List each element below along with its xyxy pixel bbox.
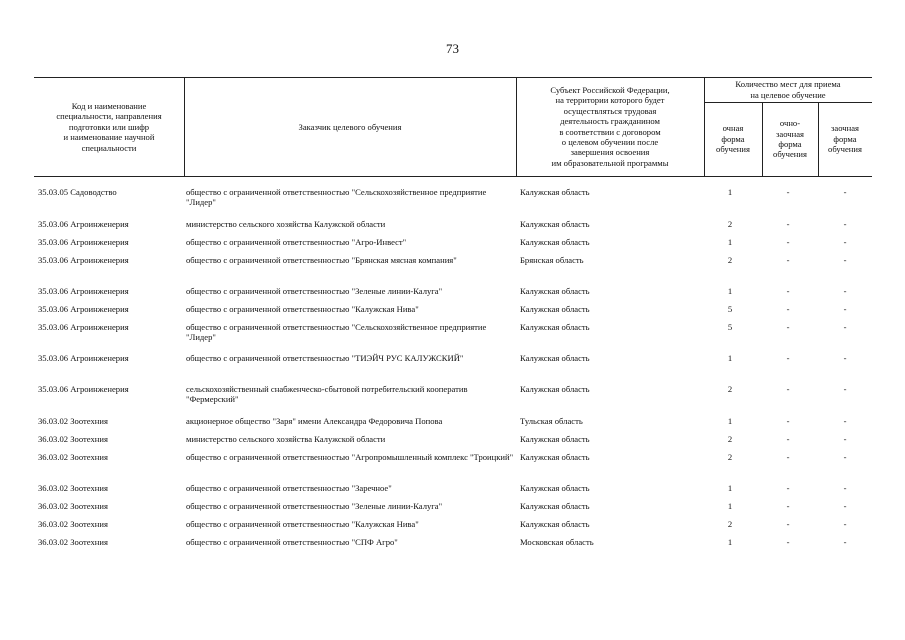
row-fulltime-count: 1 — [727, 237, 733, 247]
row-subject: Брянская область — [520, 255, 584, 265]
row-subject: Калужская область — [520, 483, 590, 493]
row-correspondence-count: - — [843, 483, 847, 493]
row-customer: общество с ограниченной ответственностью "Брянская мясная компания" — [186, 255, 457, 265]
row-fulltime-count: 2 — [727, 434, 733, 444]
row-parttime-count: - — [786, 537, 790, 547]
row-customer: акционерное общество "Заря" имени Александра Федоровича Попова — [186, 416, 443, 426]
row-subject: Калужская область — [520, 353, 590, 363]
row-subject: Калужская область — [520, 219, 590, 229]
row-fulltime-count: 2 — [727, 255, 733, 265]
row-subject: Московская область — [520, 537, 594, 547]
row-subject: Калужская область — [520, 501, 590, 511]
row-customer: общество с ограниченной ответственностью "Сельскохозяйственное предприятие "Лидер" — [186, 187, 487, 208]
row-fulltime-count: 1 — [727, 483, 733, 493]
row-specialty: 36.03.02 Зоотехния — [38, 452, 108, 462]
row-parttime-count: - — [786, 237, 790, 247]
row-subject: Калужская область — [520, 519, 590, 529]
row-correspondence-count: - — [843, 219, 847, 229]
row-parttime-count: - — [786, 219, 790, 229]
header-parttime: очно- заочная форма обучения — [773, 118, 807, 160]
row-parttime-count: - — [786, 304, 790, 314]
row-subject: Калужская область — [520, 187, 590, 197]
row-fulltime-count: 2 — [727, 384, 733, 394]
row-subject: Калужская область — [520, 304, 590, 314]
row-customer: общество с ограниченной ответственностью "Зеленые линии-Калуга" — [186, 286, 443, 296]
row-fulltime-count: 1 — [727, 286, 733, 296]
row-parttime-count: - — [786, 353, 790, 363]
row-specialty: 35.03.06 Агроинженерия — [38, 322, 129, 332]
row-specialty: 35.03.06 Агроинженерия — [38, 219, 129, 229]
row-customer: министерство сельского хозяйства Калужской области — [186, 219, 386, 229]
row-specialty: 35.03.06 Агроинженерия — [38, 237, 129, 247]
row-correspondence-count: - — [843, 255, 847, 265]
row-specialty: 35.03.05 Садоводство — [38, 187, 117, 197]
row-customer: общество с ограниченной ответственностью "ТИЭЙЧ РУС КАЛУЖСКИЙ" — [186, 353, 464, 363]
header-subject: Субъект Российской Федерации, на территории которого будет осуществляться трудовая деятельность гражданином в соответствии с договором о целевом обучении после завершения освоения им образовательной программы — [550, 84, 670, 168]
row-correspondence-count: - — [843, 434, 847, 444]
row-parttime-count: - — [786, 255, 790, 265]
row-fulltime-count: 2 — [727, 452, 733, 462]
row-fulltime-count: 1 — [727, 501, 733, 511]
row-fulltime-count: 1 — [727, 353, 733, 363]
row-specialty: 35.03.06 Агроинженерия — [38, 255, 129, 265]
row-subject: Калужская область — [520, 286, 590, 296]
row-parttime-count: - — [786, 483, 790, 493]
row-fulltime-count: 2 — [727, 219, 733, 229]
row-customer: общество с ограниченной ответственностью "Заречное" — [186, 483, 392, 493]
row-specialty: 36.03.02 Зоотехния — [38, 416, 108, 426]
row-customer: министерство сельского хозяйства Калужской области — [186, 434, 386, 444]
header-correspondence: заочная форма обучения — [828, 123, 862, 155]
row-subject: Калужская область — [520, 434, 590, 444]
row-parttime-count: - — [786, 434, 790, 444]
row-parttime-count: - — [786, 501, 790, 511]
row-specialty: 36.03.02 Зоотехния — [38, 483, 108, 493]
row-correspondence-count: - — [843, 322, 847, 332]
row-subject: Тульская область — [520, 416, 583, 426]
row-subject: Калужская область — [520, 384, 590, 394]
row-customer: общество с ограниченной ответственностью "СПФ Агро" — [186, 537, 398, 547]
row-fulltime-count: 2 — [727, 519, 733, 529]
row-customer: общество с ограниченной ответственностью "Калужская Нива" — [186, 304, 419, 314]
row-correspondence-count: - — [843, 416, 847, 426]
row-specialty: 36.03.02 Зоотехния — [38, 537, 108, 547]
row-subject: Калужская область — [520, 322, 590, 332]
row-subject: Калужская область — [520, 452, 590, 462]
row-parttime-count: - — [786, 322, 790, 332]
row-specialty: 35.03.06 Агроинженерия — [38, 286, 129, 296]
row-correspondence-count: - — [843, 237, 847, 247]
header-customer: Заказчик целевого обучения — [298, 121, 402, 132]
row-subject: Калужская область — [520, 237, 590, 247]
row-correspondence-count: - — [843, 384, 847, 394]
row-correspondence-count: - — [843, 501, 847, 511]
row-parttime-count: - — [786, 187, 790, 197]
row-correspondence-count: - — [843, 187, 847, 197]
row-specialty: 36.03.02 Зоотехния — [38, 501, 108, 511]
row-correspondence-count: - — [843, 304, 847, 314]
row-parttime-count: - — [786, 452, 790, 462]
row-fulltime-count: 1 — [727, 187, 733, 197]
row-specialty: 36.03.02 Зоотехния — [38, 434, 108, 444]
row-specialty: 36.03.02 Зоотехния — [38, 519, 108, 529]
row-correspondence-count: - — [843, 286, 847, 296]
row-correspondence-count: - — [843, 537, 847, 547]
page-number: 73 — [446, 41, 459, 56]
row-customer: общество с ограниченной ответственностью "Калужская Нива" — [186, 519, 419, 529]
row-specialty: 35.03.06 Агроинженерия — [38, 353, 129, 363]
header-fulltime: очная форма обучения — [716, 123, 750, 155]
row-customer: общество с ограниченной ответственностью "Агропромышленный комплекс "Троицкий" — [186, 452, 514, 462]
header-bottom-rule — [34, 176, 872, 177]
row-correspondence-count: - — [843, 452, 847, 462]
row-parttime-count: - — [786, 384, 790, 394]
row-customer: сельскохозяйственный снабженческо-сбытовой потребительский кооператив "Фермерский" — [186, 384, 468, 405]
row-fulltime-count: 1 — [727, 537, 733, 547]
row-fulltime-count: 1 — [727, 416, 733, 426]
row-fulltime-count: 5 — [727, 304, 733, 314]
row-customer: общество с ограниченной ответственностью "Сельскохозяйственное предприятие "Лидер" — [186, 322, 487, 343]
row-correspondence-count: - — [843, 519, 847, 529]
row-parttime-count: - — [786, 416, 790, 426]
row-customer: общество с ограниченной ответственностью "Зеленые линии-Калуга" — [186, 501, 443, 511]
header-places: Количество мест для приема на целевое обучение — [735, 79, 841, 100]
row-fulltime-count: 5 — [727, 322, 733, 332]
row-specialty: 35.03.06 Агроинженерия — [38, 384, 129, 394]
row-correspondence-count: - — [843, 353, 847, 363]
row-customer: общество с ограниченной ответственностью "Агро-Инвест" — [186, 237, 407, 247]
row-specialty: 35.03.06 Агроинженерия — [38, 304, 129, 314]
row-parttime-count: - — [786, 519, 790, 529]
row-parttime-count: - — [786, 286, 790, 296]
header-specialty: Код и наименование специальности, направления подготовки или шифр и наименование научной специальности — [56, 100, 162, 153]
